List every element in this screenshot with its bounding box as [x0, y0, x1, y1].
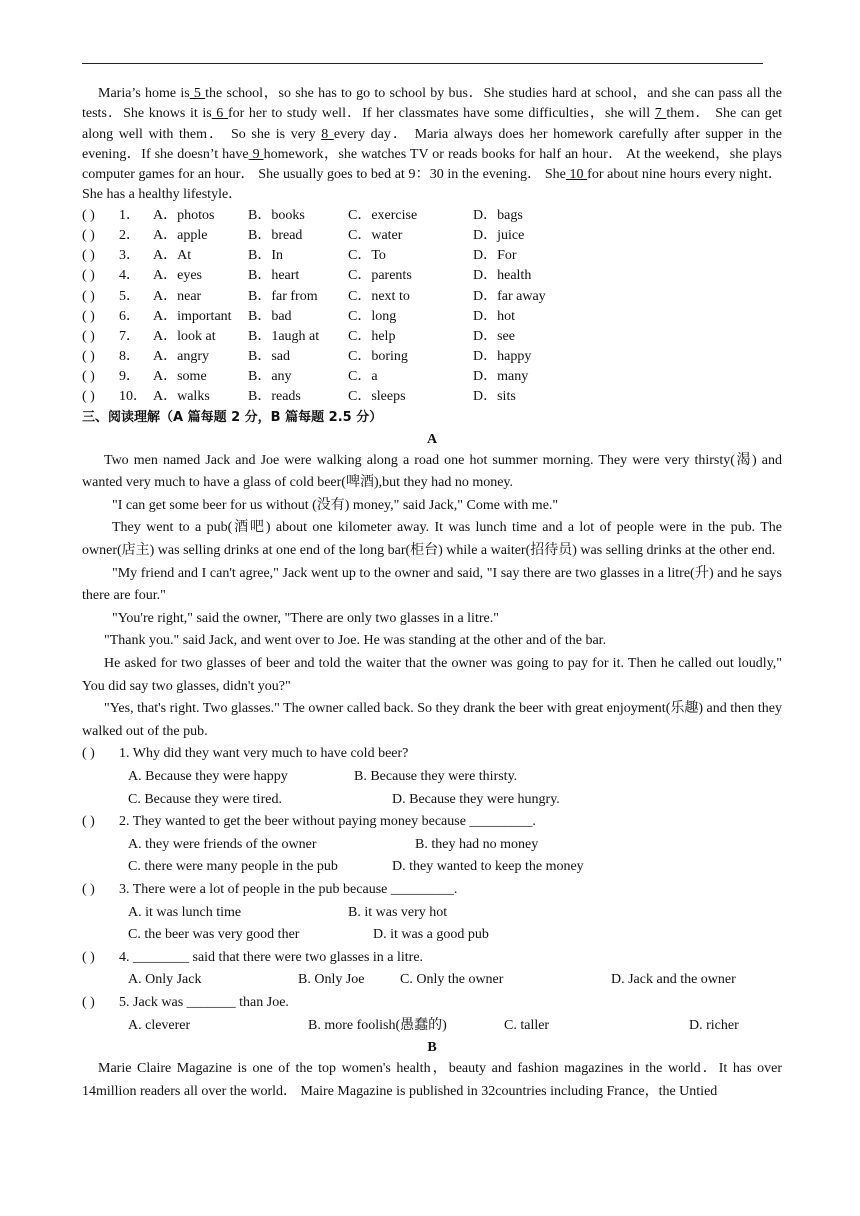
option-text: D．many	[473, 369, 529, 385]
answer-blank[interactable]: ( )	[82, 369, 95, 385]
answer-blank[interactable]: ( )	[82, 308, 95, 324]
reading-section-heading: 三、阅读理解（A 篇每题 2 分，B 篇每题 2.5 分）	[82, 409, 383, 425]
option-text: C．parents	[348, 268, 412, 284]
question-number: 4．	[119, 268, 140, 284]
cloze-question-row	[82, 266, 782, 286]
passage-a-paragraph: They went to a pub(酒吧) about one kilometer away. It was lunch time and a lot of people were in the pub. The owner(店主) was selling drinks at one end of the long bar(柜台) while a waiter(招待员) was selling drinks at the other end.	[82, 520, 782, 559]
option-row	[82, 856, 782, 879]
option-text: D．For	[473, 248, 517, 264]
answer-blank[interactable]: ( )	[82, 994, 95, 1010]
cloze-blank: 7	[654, 106, 667, 122]
question-number: 8．	[119, 349, 140, 365]
option-text: B．any	[248, 369, 292, 385]
answer-blank[interactable]: ( )	[82, 389, 95, 405]
answer-blank[interactable]: ( )	[82, 349, 95, 365]
option-text: B．books	[248, 207, 305, 223]
passage-a	[82, 450, 782, 744]
reading-question	[82, 811, 782, 834]
option-text: D. it was a good pub	[373, 927, 489, 943]
option-text: A．look at	[153, 328, 216, 344]
cloze-text: Maria’s home is	[98, 86, 190, 101]
option-text: C．sleeps	[348, 389, 406, 405]
option-text: B. they had no money	[415, 836, 539, 852]
answer-blank[interactable]: ( )	[82, 207, 95, 223]
question-number: 3．	[119, 248, 140, 264]
option-text: B．In	[248, 248, 283, 264]
option-text: D. they wanted to keep the money	[392, 859, 584, 875]
option-text: C. Because they were tired.	[128, 791, 282, 807]
cloze-question-row	[82, 246, 782, 266]
option-text: C．next to	[348, 288, 410, 304]
option-text: C．long	[348, 308, 397, 324]
option-text: A. they were friends of the owner	[128, 836, 317, 852]
option-row	[82, 834, 782, 857]
cloze-blank: 9	[248, 146, 264, 162]
option-row	[82, 1015, 782, 1038]
answer-blank[interactable]: ( )	[82, 814, 95, 830]
option-row	[82, 902, 782, 925]
answer-blank[interactable]: ( )	[82, 288, 95, 304]
passage-a-questions	[82, 743, 782, 1037]
option-text: D．sits	[473, 389, 516, 405]
option-text: A．some	[153, 369, 207, 385]
option-text: B. it was very hot	[348, 904, 448, 920]
option-text: A. Because they were happy	[128, 768, 288, 784]
option-text: A. Only Jack	[128, 972, 202, 988]
question-number: 6．	[119, 308, 140, 324]
passage-a-paragraph: Two men named Jack and Joe were walking along a road one hot summer morning. They were very thirsty(渴) and wanted very much to have a glass of cold beer(啤酒),but they had no money.	[82, 452, 782, 491]
reading-question	[82, 947, 782, 970]
passage-a-paragraph: "Thank you." said Jack, and went over to Joe. He was standing at the other and of the bar.	[104, 633, 607, 649]
cloze-blank: 6	[211, 106, 228, 122]
cloze-blank: 10	[565, 167, 588, 183]
answer-blank[interactable]: ( )	[82, 328, 95, 344]
option-text: A．angry	[153, 349, 209, 365]
cloze-text: every day． Maria always does her homework carefully after supper in the evening．If she doesn’t have	[82, 126, 782, 162]
option-row	[82, 789, 782, 812]
option-text: D．hot	[473, 308, 515, 324]
cloze-text: for about nine hours every night． She has a healthy lifestyle．	[82, 167, 782, 203]
option-text: D．happy	[473, 349, 532, 365]
cloze-question-row	[82, 367, 782, 387]
passage-a-paragraph: "I can get some beer for us without (没有) money," said Jack," Come with me."	[112, 497, 559, 513]
option-text: D. Jack and the owner	[611, 972, 736, 988]
option-text: A. it was lunch time	[128, 904, 242, 920]
passage-a-paragraph: "My friend and I can't agree," Jack went up to the owner and said, "I say there are two glasses in a litre(升) and he says there are four."	[82, 565, 782, 604]
option-text: D．far away	[473, 288, 546, 304]
cloze-question-row	[82, 387, 782, 407]
exam-page	[82, 84, 782, 1103]
option-row	[82, 969, 782, 992]
option-text: A. cleverer	[128, 1017, 191, 1033]
option-text: A．important	[153, 308, 232, 324]
answer-blank[interactable]: ( )	[82, 268, 95, 284]
question-number: 5．	[119, 288, 140, 304]
answer-blank[interactable]: ( )	[82, 248, 95, 264]
option-text: A．walks	[153, 389, 210, 405]
option-text: B．bread	[248, 227, 303, 243]
option-text: C．boring	[348, 349, 408, 365]
passage-b-label: B	[427, 1040, 437, 1056]
answer-blank[interactable]: ( )	[82, 746, 95, 762]
cloze-text: homework，she watches TV or reads books for half an hour． At the weekend，she plays computer games for an hour． She usually goes to bed at 9：30 in the evening． She	[82, 146, 782, 183]
option-text: B. Only Joe	[298, 972, 365, 988]
option-text: C. Only the owner	[400, 972, 504, 988]
option-text: C. taller	[504, 1017, 550, 1033]
passage-a-paragraph: "You're right," said the owner, "There are only two glasses in a litre."	[112, 610, 499, 626]
option-text: C. there were many people in the pub	[128, 859, 338, 875]
cloze-blank: 8	[321, 126, 334, 142]
option-text: A．near	[153, 288, 202, 304]
option-text: C．water	[348, 227, 403, 243]
passage-a-paragraph: "Yes, that's right. Two glasses." The owner called back. So they drank the beer with great enjoyment(乐趣) and then they walked out of the pub.	[82, 701, 782, 739]
option-text: D．bags	[473, 207, 523, 223]
option-text: B．heart	[248, 268, 300, 284]
option-row	[82, 766, 782, 789]
option-text: B. more foolish(愚蠢的)	[308, 1017, 447, 1033]
reading-question	[82, 992, 782, 1015]
option-text: B．far from	[248, 288, 318, 304]
answer-blank[interactable]: ( )	[82, 227, 95, 243]
cloze-text: for her to study well．If her classmates have some difficulties，she will	[227, 106, 655, 122]
question-number: 1．	[119, 207, 140, 223]
option-text: B. Because they were thirsty.	[354, 768, 518, 784]
reading-question	[82, 743, 782, 766]
question-text: 2. They wanted to get the beer without paying money because _________.	[119, 814, 536, 830]
question-text: 5. Jack was _______ than Joe.	[119, 994, 289, 1010]
cloze-blank: 5	[189, 86, 206, 101]
reading-question	[82, 879, 782, 902]
option-text: A．eyes	[153, 268, 202, 284]
option-text: C．To	[348, 248, 386, 264]
option-text: A．photos	[153, 207, 215, 223]
option-row	[82, 924, 782, 947]
answer-blank[interactable]: ( )	[82, 881, 95, 897]
option-text: C．a	[348, 369, 378, 385]
option-text: A．At	[153, 248, 192, 264]
option-text: C. the beer was very good ther	[128, 927, 300, 943]
cloze-question-row	[82, 347, 782, 367]
option-text: D．see	[473, 328, 515, 344]
option-text: B．bad	[248, 308, 292, 324]
question-text: 3. There were a lot of people in the pub because _________.	[119, 881, 458, 897]
cloze-text: the school，so she has to go to school by bus．She studies hard at school，and she can pass all the tests．She knows it is	[82, 86, 783, 122]
question-number: 7．	[119, 328, 140, 344]
option-text: B．sad	[248, 349, 290, 365]
cloze-question-row	[82, 307, 782, 327]
question-number: 10．	[119, 389, 147, 405]
option-text: D．health	[473, 268, 532, 284]
cloze-question-row	[82, 287, 782, 307]
cloze-passage	[82, 84, 782, 206]
cloze-text: them． She can get along well with them． So she is very	[82, 106, 782, 142]
option-text: C．help	[348, 328, 396, 344]
question-number: 9．	[119, 369, 140, 385]
answer-blank[interactable]: ( )	[82, 949, 95, 965]
cloze-question-row	[82, 226, 782, 246]
passage-b-paragraph: Marie Claire Magazine is one of the top women's health，beauty and fashion magazines in the world．It has over 14million readers all over the world． Maire Magazine is published in 32countries including France，the Untied	[82, 1061, 782, 1099]
option-text: A．apple	[153, 227, 208, 243]
option-text: D. Because they were hungry.	[392, 791, 560, 807]
cloze-question-row	[82, 206, 782, 226]
cloze-question-list	[82, 206, 782, 408]
option-text: D．juice	[473, 227, 525, 243]
cloze-question-row	[82, 327, 782, 347]
question-text: 1. Why did they want very much to have cold beer?	[119, 746, 409, 762]
option-text: B．reads	[248, 389, 301, 405]
option-text: C．exercise	[348, 207, 418, 223]
option-text: D. richer	[689, 1017, 739, 1033]
passage-a-paragraph: He asked for two glasses of beer and told the waiter that the owner was going to pay for it. Then he called out loudly," You did say two glasses, didn't you?"	[82, 656, 782, 694]
option-text: B．1augh at	[248, 328, 320, 344]
question-text: 4. ________ said that there were two glasses in a litre.	[119, 949, 424, 965]
question-number: 2．	[119, 227, 140, 243]
passage-a-label: A	[426, 431, 438, 447]
header-rule	[82, 63, 763, 64]
